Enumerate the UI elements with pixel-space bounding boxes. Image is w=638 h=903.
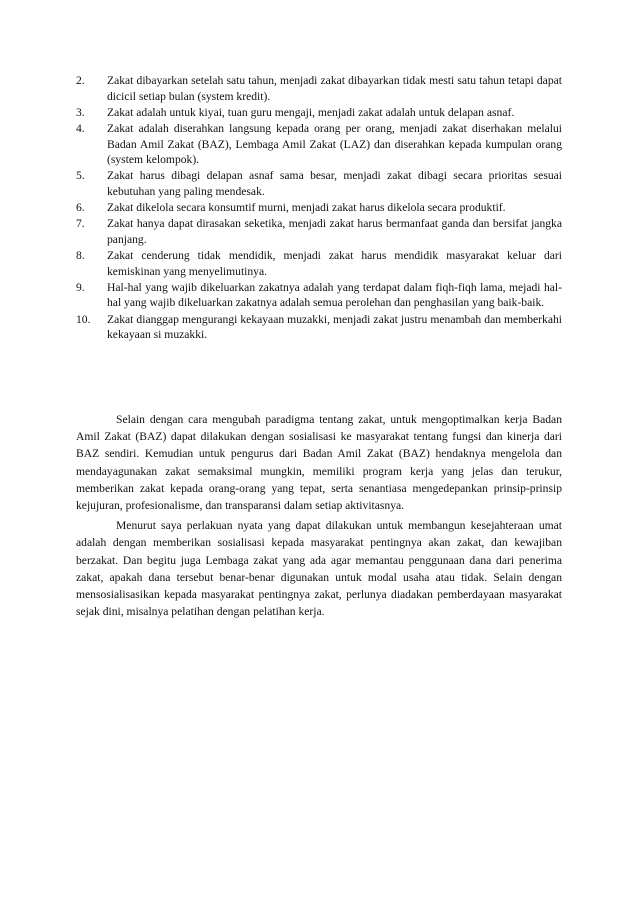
list-item-text: Zakat dianggap mengurangi kekayaan muzakki, menjadi zakat justru menambah dan memberkahi kekayaan si muzakki. [107, 312, 562, 342]
list-item [76, 216, 562, 247]
list-item-text: Zakat harus dibagi delapan asnaf sama besar, menjadi zakat dibagi secara prioritas sesuai kebutuhan yang paling mendesak. [107, 169, 562, 198]
list-item [76, 280, 562, 311]
list-item-text: Zakat adalah untuk kiyai, tuan guru mengaji, menjadi zakat adalah untuk delapan asnaf. [107, 105, 515, 119]
list-item [76, 168, 562, 199]
list-item [76, 105, 562, 121]
list-item [76, 312, 562, 343]
list-item-number: 7. [76, 217, 85, 231]
paragraph-socialization: Selain dengan cara mengubah paradigma tentang zakat, untuk mengoptimalkan kerja Badan Amil Zakat (BAZ) dapat dilakukan dengan sosialisasi ke masyarakat tentang fungsi dan kinerja dari BAZ sendiri. Kemudian untuk pengurus dari Badan Amil Zakat (BAZ) hendaknya mengelola dan mendayagunakan zakat semaksimal mungkin, memiliki program kerja yang jelas dan terukur, memberikan zakat kepada orang-orang yang tepat, serta senantiasa mengedepankan prinsip-prinsip kejujuran, profesionalisme, dan transparansi dalam setiap aktivitasnya. [76, 413, 562, 513]
list-item [76, 200, 562, 216]
paradigm-list [76, 73, 562, 343]
body-text [76, 411, 562, 623]
list-item [76, 73, 562, 104]
list-item [76, 248, 562, 279]
list-item-text: Zakat cenderung tidak mendidik, menjadi zakat harus mendidik masyarakat keluar dari kemiskinan yang menyelimutinya. [107, 249, 562, 278]
list-item-number: 4. [76, 121, 85, 135]
list-item-number: 9. [76, 280, 85, 294]
list-item-number: 3. [76, 105, 85, 119]
list-item-text: Zakat dibayarkan setelah satu tahun, menjadi zakat dibayarkan tidak mesti satu tahun tetapi dapat dicicil setiap bulan (system kredit). [107, 74, 562, 103]
list-item-text: Hal-hal yang wajib dikeluarkan zakatnya adalah yang terdapat dalam fiqh-fiqh lama, mejadi hal-hal yang wajib dikeluarkan zakatnya adalah semua perolehan dan penghasilan yang baik-baik. [107, 280, 562, 310]
list-item-number: 8. [76, 249, 85, 263]
list-item-number: 5. [76, 169, 85, 183]
list-item-text: Zakat hanya dapat dirasakan seketika, menjadi zakat harus bermanfaat ganda dan bersifat jangka panjang. [107, 217, 562, 246]
list-item-number: 6. [76, 201, 85, 215]
list-item-text: Zakat dikelola secara konsumtif murni, menjadi zakat harus dikelola secara produktif. [107, 201, 506, 215]
list-item [76, 121, 562, 168]
list-item-number: 10. [76, 312, 91, 326]
paragraph-opinion: Menurut saya perlakuan nyata yang dapat dilakukan untuk membangun kesejahteraan umat adalah dengan memberikan sosialisasi kepada masyarakat pentingnya akan zakat, dan kewajiban berzakat. Dan begitu juga Lembaga zakat yang ada agar memantau penggunaan dana dari penerima zakat, apakah dana tersebut benar-benar digunakan untuk modal usaha atau tidak. Selain dengan mensosialisasikan kepada masyarakat pentingnya zakat, perlunya diadakan pemberdayaan masyarakat sejak dini, misalnya pelatihan dengan pelatihan kerja. [76, 519, 562, 619]
list-item-text: Zakat adalah diserahkan langsung kepada orang per orang, menjadi zakat diserhakan melalui Badan Amil Zakat (BAZ), Lembaga Amil Zakat (LAZ) dan diserahkan kepada kumpulan orang (system kelompok). [107, 121, 562, 167]
list-item-number: 2. [76, 74, 85, 87]
